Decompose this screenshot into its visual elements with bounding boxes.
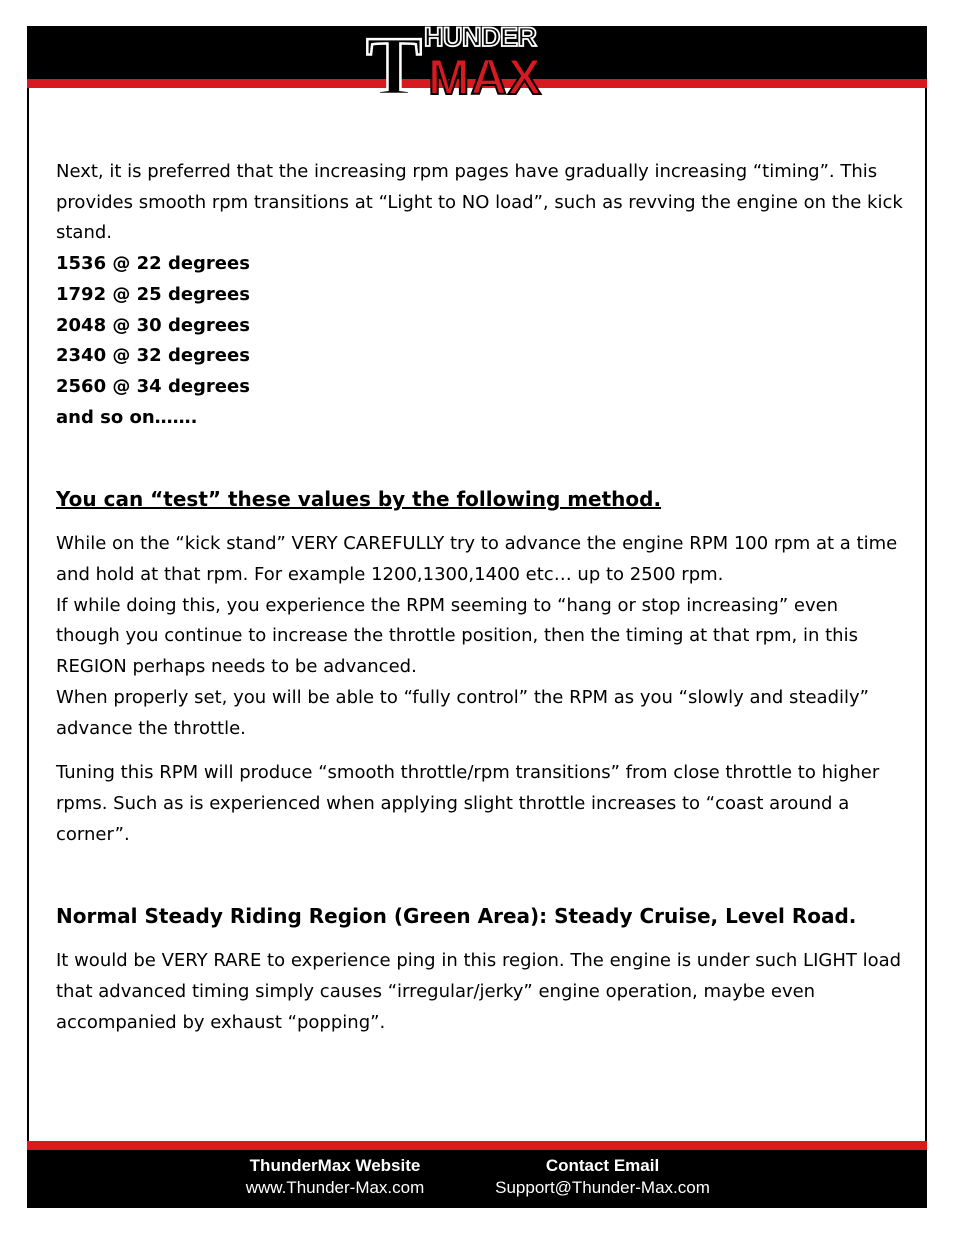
intro-paragraph: Next, it is preferred that the increasing rpm pages have gradually increasing “timing”. This provides smooth rpm transitions at “Light to NO load”, such as revving the engine on the kick stand. [56,161,903,244]
timing-item: 2560 @ 34 degrees [56,375,250,397]
footer-red-stripe [27,1141,927,1150]
test-paragraph: When properly set, you will be able to “fully control” the RPM as you “slowly and steadily” advance the throttle. [56,686,869,739]
logo-initial: T [366,20,423,98]
tuning-paragraph: Tuning this RPM will produce “smooth throttle/rpm transitions” from close throttle to higher rpms. Such as is experienced when applying slight throttle increases to “coast around a corner”. [56,762,880,845]
cruise-paragraph: It would be VERY RARE to experience ping in this region. The engine is under such LIGHT load that advanced timing simply causes “irregular/jerky” engine operation, maybe even accompanied by exhaust “popping”. [56,950,902,1033]
test-paragraph: While on the “kick stand” VERY CAREFULLY try to advance the engine RPM 100 rpm at a time and hold at that rpm. For example 1200,1300,1400 etc… up to 2500 rpm. [56,533,898,586]
website-title: ThunderMax Website [249,1156,421,1175]
footer-contact [470,1155,735,1199]
website-link[interactable]: www.Thunder-Max.com [245,1178,425,1197]
timing-item: 1792 @ 25 degrees [56,283,250,305]
timing-item: and so on……. [56,406,198,428]
cruise-heading: Normal Steady Riding Region (Green Area): Steady Cruise, Level Road. [56,904,857,929]
document-body [56,157,906,1038]
timing-item: 2048 @ 30 degrees [56,314,250,336]
logo-top-word: HUNDER [424,22,537,52]
test-heading: You can “test” these values by the following method. [56,487,662,512]
contact-title: Contact Email [545,1156,660,1175]
thundermax-logo [360,18,592,98]
contact-email-link[interactable]: Support@Thunder-Max.com [495,1178,710,1197]
timing-item: 1536 @ 22 degrees [56,253,250,275]
logo-bottom-word: MAX [428,49,543,98]
test-paragraph: If while doing this, you experience the RPM seeming to “hang or stop increasing” even though you continue to increase the throttle position, then the timing at that rpm, in this REGION perhaps needs to be advanced. [56,594,858,678]
footer-website [220,1155,450,1199]
timing-item: 2340 @ 32 degrees [56,345,250,367]
